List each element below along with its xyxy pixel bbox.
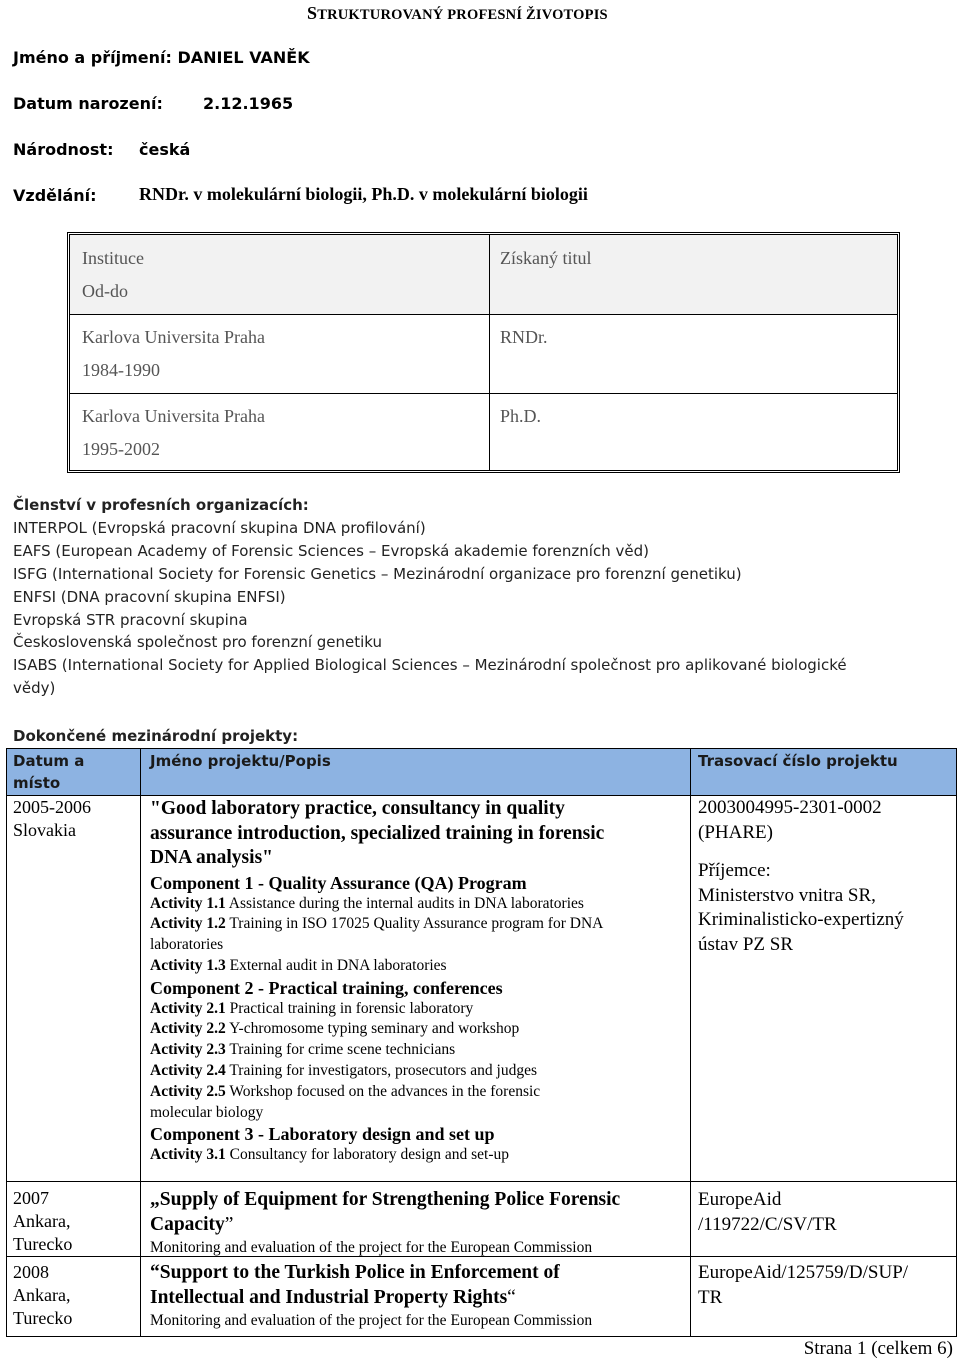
activity-item-continued: laboratories [150, 936, 224, 954]
project-title: Capacity” [150, 1213, 234, 1235]
column-divider [489, 235, 490, 470]
component-heading: Component 3 - Laboratory design and set up [150, 1124, 495, 1145]
activity-item: Activity 2.1 Practical training in forensic laboratory [150, 999, 474, 1017]
row-title: Ph.D. [500, 406, 542, 426]
education-value: RNDr. v molekulární biologii, Ph.D. v molekulární biologii [139, 184, 588, 204]
tracking-number: EuropeAid [698, 1189, 782, 1210]
membership-item: Československá společnost pro forenzní genetiku [13, 633, 383, 652]
memberships-section [13, 494, 847, 700]
name-value: DANIEL VANĚK [177, 48, 310, 67]
column-divider [140, 748, 141, 1337]
activity-item: Activity 2.3 Training for crime scene technicians [150, 1041, 456, 1059]
nationality-label: Národnost: [13, 140, 114, 159]
membership-item: ENFSI (DNA pracovní skupina ENFSI) [13, 587, 286, 606]
header-title: Získaný titul [500, 248, 592, 268]
project-date-place [13, 1187, 72, 1256]
project-title: DNA analysis" [150, 847, 273, 868]
membership-item: Evropská STR pracovní skupina [13, 610, 248, 629]
tracking-number: TR [698, 1286, 723, 1308]
project-date: 2008 [13, 1262, 49, 1282]
recipient-label: Příjemce: [698, 860, 771, 881]
birth-label: Datum narození: [13, 94, 163, 113]
project-title: assurance introduction, specialized training in forensic [150, 822, 605, 844]
project-date-place [13, 796, 91, 842]
project-place: Turecko [13, 1308, 73, 1328]
activity-item: Activity 1.2 Training in ISO 17025 Quality Assurance program for DNA [150, 915, 604, 933]
recipient-line: ústav PZ SR [698, 933, 794, 955]
name-row [13, 48, 310, 67]
project-title: „Supply of Equipment for Strengthening Police Forensic [150, 1189, 621, 1210]
row-period: 1995-2002 [82, 439, 160, 459]
row-title: RNDr. [500, 327, 548, 347]
column-divider [690, 748, 691, 1337]
project-date: 2005-2006 [13, 797, 91, 817]
document-title: STRUKTUROVANÝ PROFESNÍ ŽIVOTOPIS [307, 3, 608, 23]
project-monitoring-text: Monitoring and evaluation of the project for the European Commission [150, 1239, 593, 1256]
component-heading: Component 1 - Quality Assurance (QA) Program [150, 872, 527, 893]
activity-item: Activity 2.2 Y-chromosome typing seminary and workshop [150, 1020, 520, 1038]
project-date: 2007 [13, 1188, 49, 1208]
tracking-program: (PHARE) [698, 821, 773, 843]
membership-item: ISABS (International Society for Applied Biological Sciences – Mezinárodní společnost pro aplikované biologické [13, 656, 847, 675]
project-date-place [13, 1261, 72, 1330]
project-description [150, 1261, 680, 1331]
row-institution: Karlova Universita Praha [82, 327, 265, 347]
project-tracking [698, 1188, 837, 1237]
membership-item: ISFG (International Society for Forensic Genetics – Mezinárodní organizace pro forenzní genetiku) [13, 564, 742, 583]
project-place: Turecko [13, 1234, 73, 1254]
activity-item: Activity 1.3 External audit in DNA laboratories [150, 956, 447, 974]
row-divider [6, 1181, 957, 1182]
education-label: Vzdělání: [13, 186, 97, 205]
project-title: "Good laboratory practice, consultancy in quality [150, 798, 565, 819]
project-title: Intellectual and Industrial Property Rights“ [150, 1286, 516, 1308]
activity-item: Activity 3.1 Consultancy for laboratory design and set-up [150, 1146, 510, 1164]
projects-heading: Dokončené mezinárodní projekty: [13, 727, 299, 745]
project-description [150, 797, 680, 1166]
table-border [6, 1336, 957, 1337]
education-table-header [70, 235, 897, 315]
recipient-line: Ministerstvo vnitra SR, [698, 884, 876, 906]
name-label: Jméno a příjmení: [13, 48, 172, 67]
table-border [956, 748, 957, 1337]
header-period: Od-do [82, 281, 128, 301]
row-institution: Karlova Universita Praha [82, 406, 265, 426]
column-header-date: Datum a místo [13, 752, 85, 792]
project-place: Ankara, [13, 1285, 71, 1305]
tracking-number: 2003004995-2301-0002 [698, 797, 882, 818]
tracking-number: /119722/C/SV/TR [698, 1213, 837, 1235]
activity-item: Activity 2.4 Training for investigators, prosecutors and judges [150, 1062, 538, 1080]
table-border [6, 748, 7, 1337]
memberships-heading: Členství v profesních organizacích: [13, 496, 309, 514]
project-title: “Support to the Turkish Police in Enforcement of [150, 1262, 560, 1283]
tracking-number: EuropeAid/125759/D/SUP/ [698, 1262, 909, 1283]
activity-item: Activity 1.1 Assistance during the internal audits in DNA laboratories [150, 894, 584, 912]
project-description [150, 1188, 680, 1258]
membership-item: vědy) [13, 679, 56, 698]
project-tracking [698, 796, 904, 957]
column-header-name: Jméno projektu/Popis [150, 752, 331, 770]
activity-item: Activity 2.5 Workshop focused on the advances in the forensic [150, 1082, 541, 1100]
header-institution: Instituce [82, 248, 144, 268]
membership-item: EAFS (European Academy of Forensic Sciences – Evropská akademie forenzních věd) [13, 541, 649, 560]
row-period: 1984-1990 [82, 360, 160, 380]
page-footer: Strana 1 (celkem 6) [803, 1338, 953, 1359]
birth-value: 2.12.1965 [203, 94, 294, 113]
education-row [13, 184, 588, 205]
component-heading: Component 2 - Practical training, conferences [150, 977, 503, 998]
project-tracking [698, 1261, 908, 1310]
recipient-line: Kriminalisticko-expertizný [698, 909, 904, 930]
membership-item: INTERPOL (Evropská pracovní skupina DNA profilování) [13, 518, 426, 537]
project-monitoring-text: Monitoring and evaluation of the project for the European Commission [150, 1312, 593, 1329]
birth-row [13, 94, 294, 113]
education-table [67, 232, 900, 473]
activity-item-continued: molecular biology [150, 1103, 264, 1121]
nationality-row [13, 140, 191, 159]
project-place: Ankara, [13, 1211, 71, 1231]
projects-table [6, 748, 957, 1361]
project-place: Slovakia [13, 820, 76, 840]
nationality-value: česká [139, 140, 191, 159]
column-header-tracking: Trasovací číslo projektu [698, 752, 898, 770]
